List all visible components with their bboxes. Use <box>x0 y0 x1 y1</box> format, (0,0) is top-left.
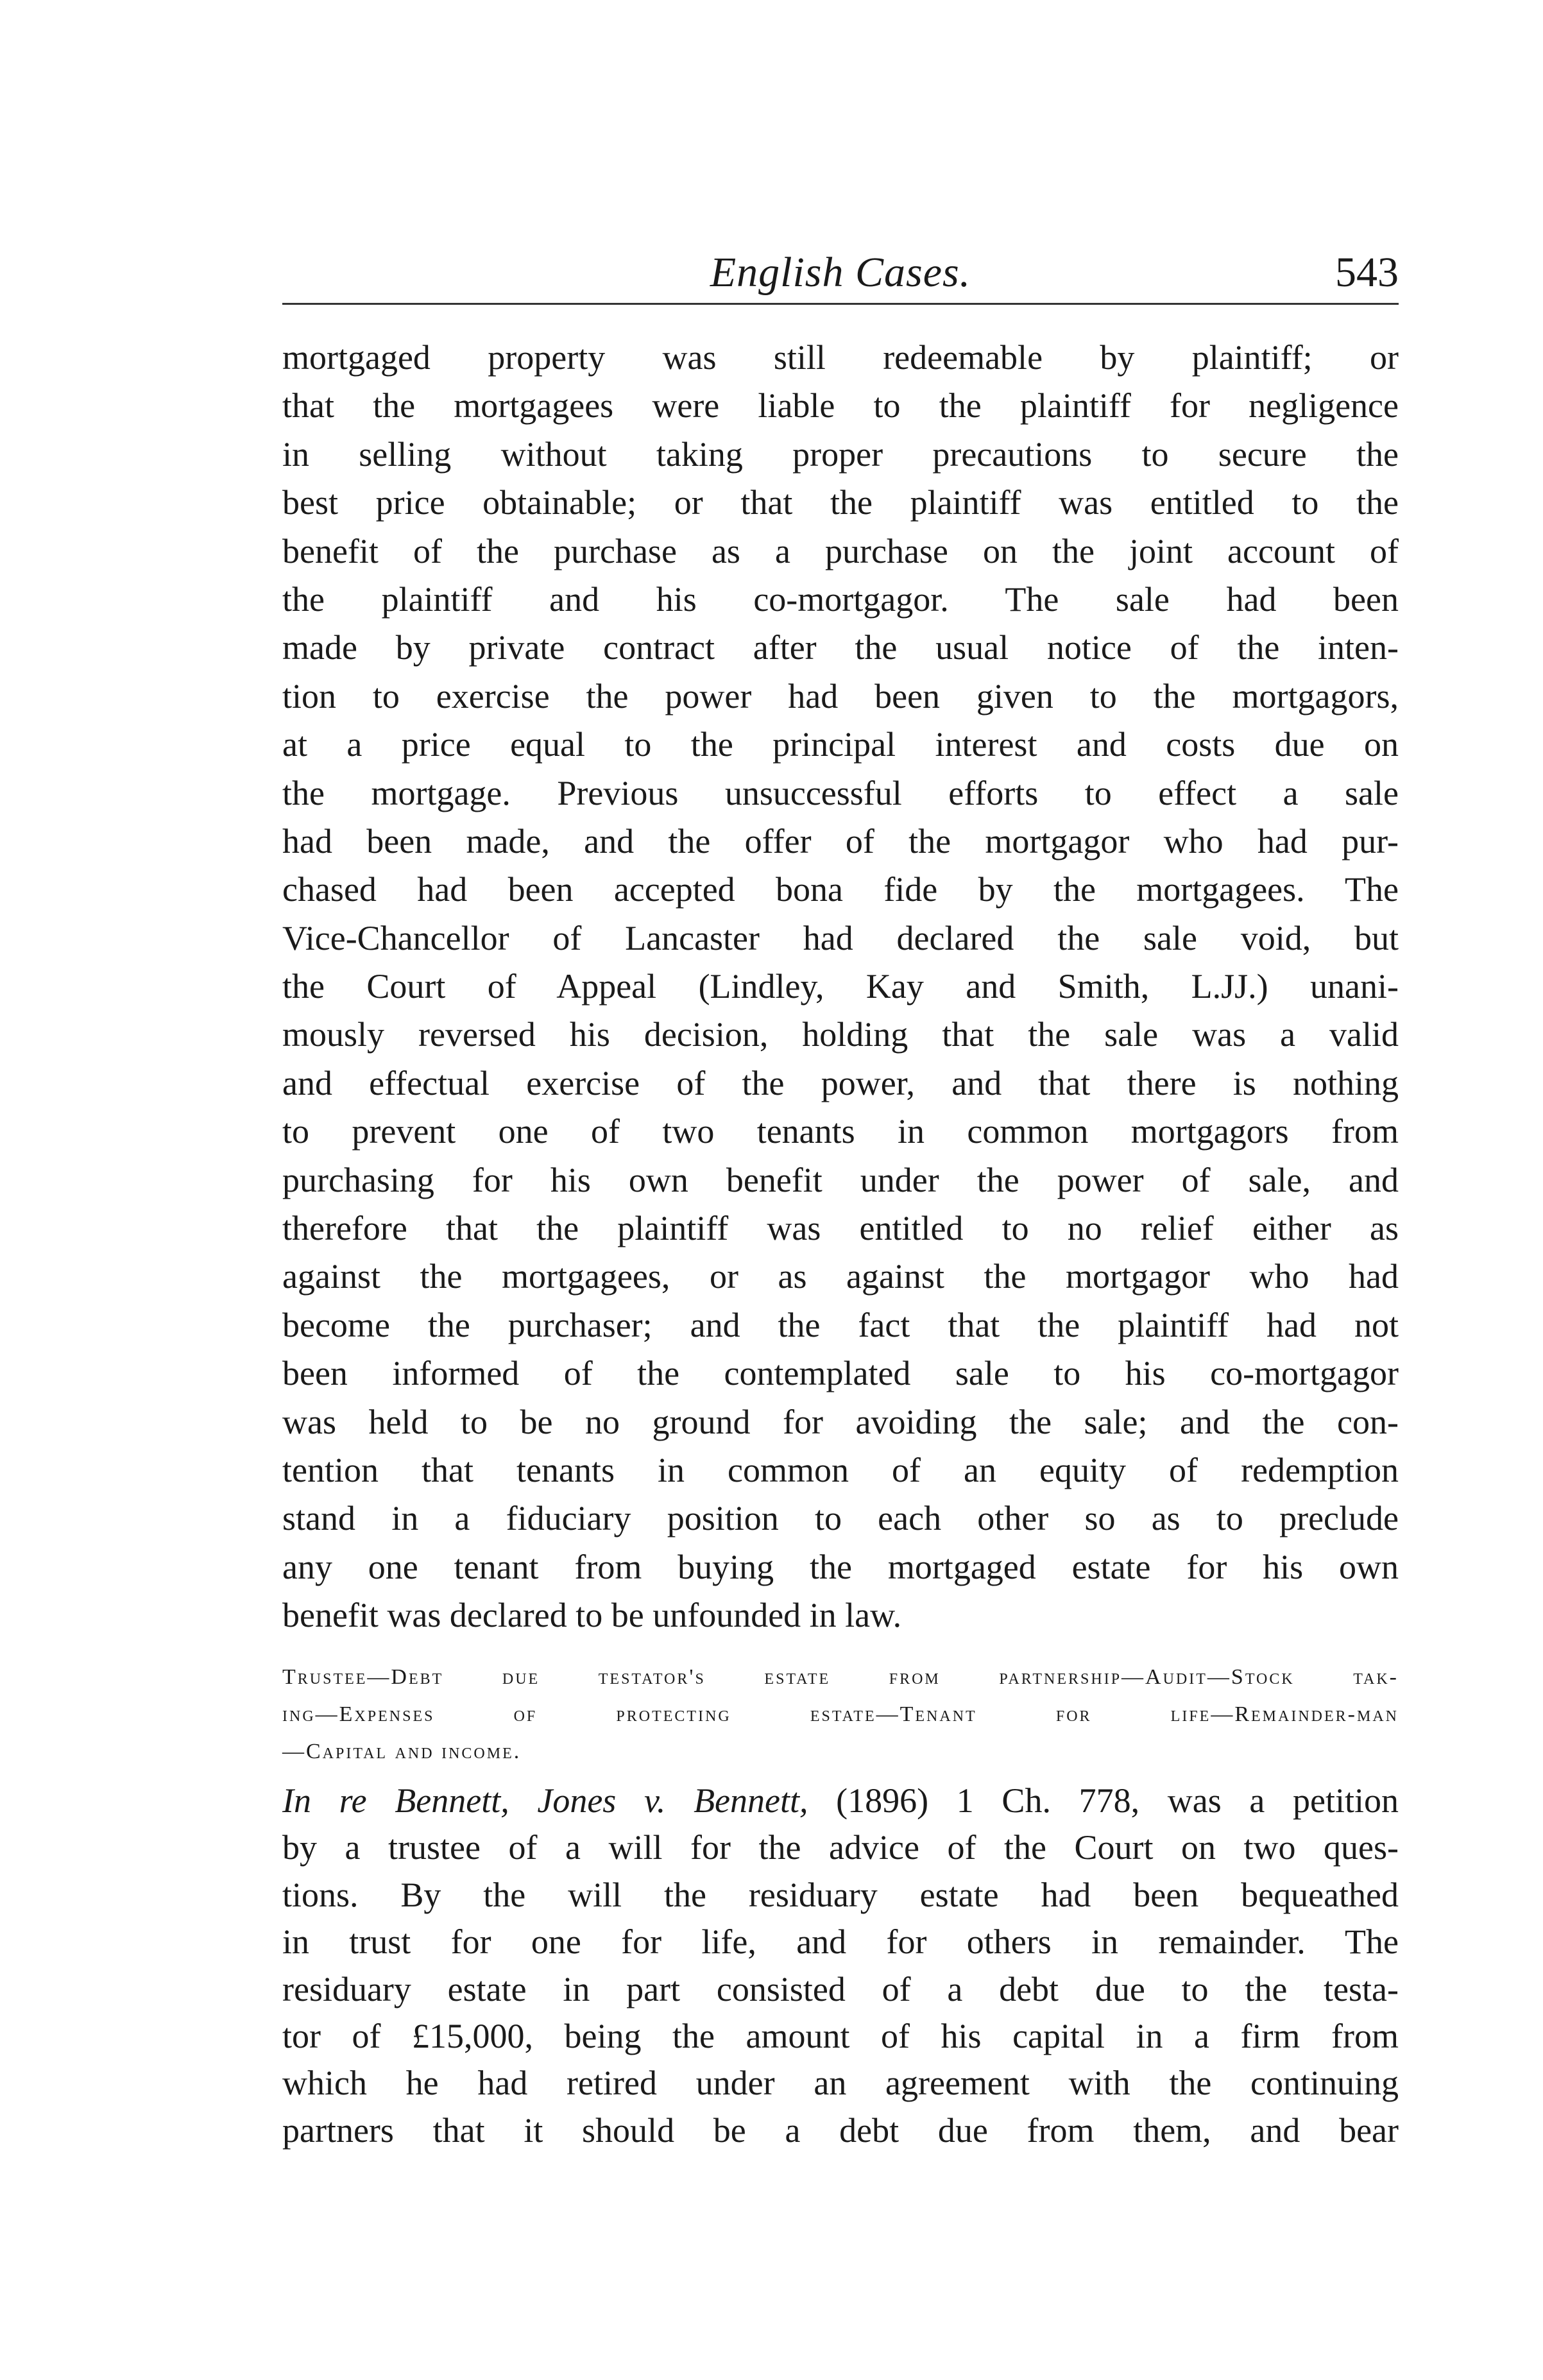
text-line: benefit was declared to be unfounded in law. <box>282 1596 902 1635</box>
text-line: against the mortgagees, or as against the mortgagor who had <box>282 1257 1399 1296</box>
text-line: at a price equal to the principal interest and costs due on <box>282 725 1399 764</box>
text-line: tention that tenants in common of an equity of redemption <box>282 1450 1399 1489</box>
text-line: the plaintiff and his co-mortgagor. The sale had been <box>282 579 1399 619</box>
text-line: best price obtainable; or that the plaintiff was entitled to the <box>282 483 1399 522</box>
case-first-line <box>282 1777 1399 1824</box>
case-name: In re Bennett, Jones v. Bennett, <box>282 1781 808 1820</box>
text-line: tion to exercise the power had been given to the mortgagors, <box>282 676 1399 715</box>
text-line: and effectual exercise of the power, and that there is nothing <box>282 1063 1399 1102</box>
text-line: stand in a fiduciary position to each other so as to preclude <box>282 1499 1399 1538</box>
case-citation: (1896) 1 Ch. 778, was a petition <box>808 1781 1399 1820</box>
text-line: mously reversed his decision, holding that the sale was a valid <box>282 1015 1399 1054</box>
text-line: the Court of Appeal (Lindley, Kay and Smith, L.JJ.) unani- <box>282 967 1399 1006</box>
text-line: been informed of the contemplated sale to his co-mortgagor <box>282 1354 1399 1393</box>
heading-line: ing—Expenses of protecting estate—Tenant for life—Remainder-man <box>282 1702 1399 1726</box>
text-line: had been made, and the offer of the mortgagor who had pur- <box>282 821 1399 860</box>
text-line: purchasing for his own benefit under the power of sale, and <box>282 1160 1399 1199</box>
page-number: 543 <box>1335 249 1399 296</box>
text-line: that the mortgagees were liable to the plaintiff for negligence <box>282 386 1399 425</box>
text-line: in selling without taking proper precautions to secure the <box>282 434 1399 474</box>
text-line: by a trustee of a will for the advice of the Court on two ques- <box>282 1828 1399 1867</box>
text-line: in trust for one for life, and for others in remainder. The <box>282 1922 1399 1962</box>
text-line: therefore that the plaintiff was entitled to no relief either as <box>282 1209 1399 1248</box>
text-line: made by private contract after the usual notice of the inten- <box>282 628 1399 667</box>
text-line: any one tenant from buying the mortgaged estate for his own <box>282 1547 1399 1586</box>
text-line: was held to be no ground for avoiding the sale; and the con- <box>282 1402 1399 1441</box>
text-line: tions. By the will the residuary estate had been bequeathed <box>282 1875 1399 1914</box>
text-line: which he had retired under an agreement with the continuing <box>282 2064 1399 2103</box>
section-heading <box>282 1659 1399 1770</box>
text-line: the mortgage. Previous unsuccessful efforts to effect a sale <box>282 773 1399 812</box>
text-line: tor of £15,000, being the amount of his capital in a firm from <box>282 2016 1399 2055</box>
text-line: residuary estate in part consisted of a debt due to the testa- <box>282 1969 1399 2008</box>
text-line: benefit of the purchase as a purchase on the joint account of <box>282 531 1399 570</box>
case-paragraph <box>282 1777 1399 2154</box>
text-line: partners that it should be a debt due from them, and bear <box>282 2110 1399 2150</box>
text-line: mortgaged property was still redeemable by plaintiff; or <box>282 338 1399 377</box>
heading-line: —Capital and income. <box>282 1740 522 1763</box>
running-title: English Cases. <box>710 249 971 296</box>
text-line: Vice-Chancellor of Lancaster had declared the sale void, but <box>282 918 1399 957</box>
text-line: chased had been accepted bona fide by the mortgagees. The <box>282 870 1399 909</box>
text-line: to prevent one of two tenants in common mortgagors from <box>282 1112 1399 1151</box>
header-rule <box>282 303 1399 305</box>
heading-line: Trustee—Debt due testator's estate from partnership—Audit—Stock tak- <box>282 1665 1399 1689</box>
text-line: become the purchaser; and the fact that the plaintiff had not <box>282 1305 1399 1344</box>
body-paragraph <box>282 334 1399 1640</box>
running-head <box>282 247 1399 298</box>
